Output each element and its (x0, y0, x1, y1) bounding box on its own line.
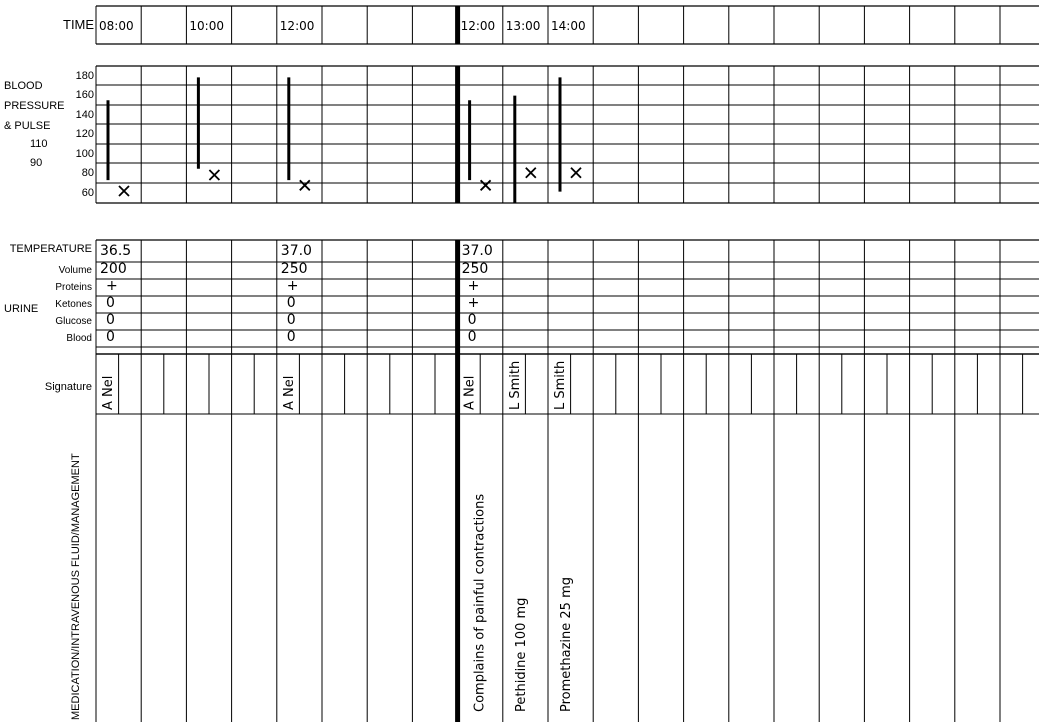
signature-entry: A Nel (462, 375, 478, 410)
time-heading: TIME (63, 17, 95, 32)
pulse-mark (481, 180, 491, 190)
urine-volume-label: Volume (58, 265, 92, 276)
urine-labels (55, 265, 92, 344)
temperature-heading: TEMPERATURE (9, 243, 92, 255)
medication-heading: MEDICATION/INTRAVENOUS FLUID/MANAGEMENT (70, 453, 82, 720)
bp-scale-80: 80 (81, 167, 94, 179)
signature-entry: A Nel (281, 375, 297, 410)
observation-glucose: 0 (106, 312, 115, 328)
observation-glucose: 0 (467, 312, 477, 328)
urine-heading: URINE (4, 303, 39, 315)
pulse-mark (119, 186, 129, 196)
bp-scale-120: 120 (75, 128, 94, 140)
pulse-mark (209, 170, 219, 180)
observation-temperature: 37.0 (280, 243, 312, 259)
pulse-mark (571, 168, 581, 178)
time-label: 10:00 (189, 19, 224, 33)
time-label: 08:00 (99, 19, 134, 33)
observation-proteins: + (106, 278, 118, 294)
pulse-scale-110: 110 (30, 138, 48, 150)
observation-ketones: 0 (286, 295, 296, 311)
observation-blood: 0 (286, 329, 296, 345)
observation-volume: 250 (280, 261, 308, 277)
signature-entry: A Nel (101, 375, 116, 410)
observation-volume: 200 (100, 261, 127, 277)
bp-scale-60: 60 (81, 187, 94, 199)
observation-temperature: 37.0 (461, 243, 493, 259)
bp-scale-180: 180 (75, 70, 94, 82)
signature-entry: L Smith (553, 360, 568, 410)
signature-heading: Signature (44, 381, 92, 393)
observation-ketones: + (467, 295, 480, 311)
chart-entries (99, 19, 586, 712)
bp-scale-160: 160 (75, 89, 94, 101)
observation-blood: 0 (106, 329, 115, 345)
medication-entry: Promethazine 25 mg (559, 577, 574, 712)
medication-entry: Complains of painful contractions (472, 493, 488, 712)
urine-glucose-label: Glucose (55, 316, 92, 327)
time-label: 12:00 (460, 19, 496, 33)
pulse-scale-90: 90 (30, 157, 43, 169)
time-label: 12:00 (279, 19, 315, 33)
observation-glucose: 0 (286, 312, 296, 328)
pulse-mark (526, 168, 536, 178)
urine-proteins-label: Proteins (55, 282, 92, 293)
bp-scale-100: 100 (75, 148, 94, 160)
observation-ketones: 0 (106, 295, 115, 311)
blood-pressure-heading-line2: PRESSURE (4, 100, 65, 112)
observation-proteins: + (286, 278, 299, 294)
observation-temperature: 36.5 (100, 243, 132, 259)
time-label: 13:00 (505, 19, 541, 33)
pulse-mark (300, 180, 310, 190)
observation-proteins: + (467, 278, 480, 294)
time-label: 14:00 (551, 19, 586, 33)
urine-ketones-label: Ketones (55, 299, 92, 310)
medication-entry: Pethidine 100 mg (513, 597, 529, 712)
blood-pressure-heading-line3: & PULSE (4, 120, 51, 132)
blood-pressure-heading: BLOOD (4, 80, 43, 92)
urine-blood-label: Blood (66, 333, 92, 344)
observation-blood: 0 (467, 329, 477, 345)
signature-entry: L Smith (507, 360, 523, 410)
observation-volume: 250 (461, 261, 489, 277)
bp-scale-140: 140 (75, 109, 94, 121)
